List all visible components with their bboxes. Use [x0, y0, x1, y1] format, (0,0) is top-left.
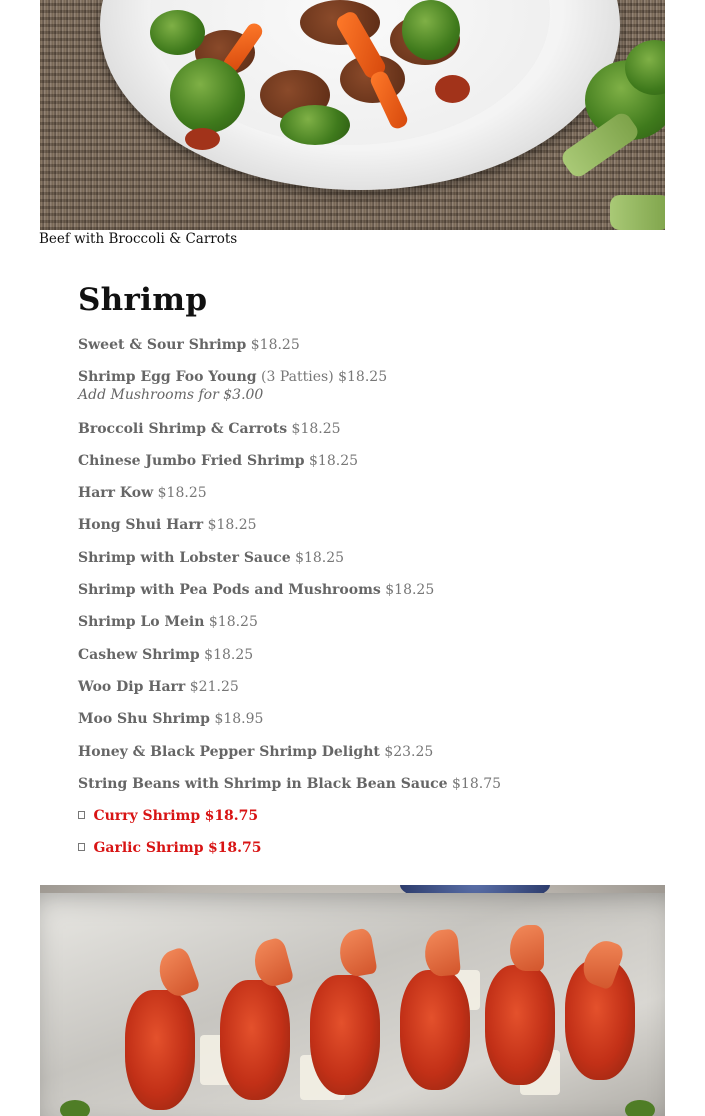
- item-name: Curry Shrimp: [93, 808, 201, 825]
- spicy-indicator-icon: [78, 811, 85, 819]
- item-name: Chinese Jumbo Fried Shrimp: [78, 452, 305, 469]
- menu-item: [78, 613, 638, 645]
- item-name: Shrimp Lo Mein: [78, 614, 205, 631]
- menu-item-spicy: [78, 807, 638, 839]
- item-note: Add Mushrooms for $3.00: [78, 387, 264, 404]
- item-price: $18.25: [204, 646, 254, 663]
- item-name: Moo Shu Shrimp: [78, 711, 210, 728]
- item-name: String Beans with Shrimp in Black Bean Sauce: [78, 775, 448, 792]
- item-name: Cashew Shrimp: [78, 646, 200, 663]
- section-title: Shrimp: [78, 282, 208, 318]
- dish-photo-beef-broccoli: [40, 0, 665, 230]
- menu-item: [78, 452, 638, 484]
- item-price: $18.75: [204, 808, 259, 825]
- item-qualifier: (3 Patties): [261, 369, 334, 386]
- item-name: Harr Kow: [78, 485, 154, 502]
- menu-item: [78, 581, 638, 613]
- menu-item: [78, 516, 638, 548]
- menu-item: [78, 484, 638, 516]
- item-name: Garlic Shrimp: [93, 840, 204, 857]
- item-price: $23.25: [384, 743, 434, 760]
- photo-caption: Beef with Broccoli & Carrots: [39, 231, 238, 247]
- item-price: $18.75: [207, 840, 262, 857]
- item-price: $18.25: [338, 369, 388, 386]
- dish-photo-shrimp: [40, 885, 665, 1116]
- menu-item: [78, 710, 638, 742]
- item-price: $18.25: [309, 452, 359, 469]
- item-price: $18.25: [207, 517, 257, 534]
- menu-item: [78, 420, 638, 452]
- item-price: $18.25: [208, 614, 258, 631]
- item-name: Honey & Black Pepper Shrimp Delight: [78, 743, 380, 760]
- item-price: $18.25: [385, 582, 435, 599]
- menu-item-spicy: [78, 839, 638, 871]
- menu-item: [78, 743, 638, 775]
- item-price: $18.75: [452, 775, 502, 792]
- item-name: Shrimp with Lobster Sauce: [78, 549, 291, 566]
- item-name: Shrimp Egg Foo Young: [78, 369, 257, 386]
- item-name: Shrimp with Pea Pods and Mushrooms: [78, 582, 381, 599]
- spicy-indicator-icon: [78, 843, 85, 851]
- menu-item: [78, 336, 638, 368]
- menu-item: [78, 646, 638, 678]
- item-price: $21.25: [189, 678, 239, 695]
- menu-item: [78, 368, 638, 419]
- item-name: Woo Dip Harr: [78, 678, 186, 695]
- item-name: Sweet & Sour Shrimp: [78, 337, 247, 353]
- menu-list: [78, 336, 638, 872]
- item-price: $18.95: [214, 711, 264, 728]
- menu-item: [78, 678, 638, 710]
- item-price: $18.25: [291, 420, 341, 437]
- item-name: Hong Shui Harr: [78, 517, 204, 534]
- menu-item: [78, 549, 638, 581]
- menu-item: [78, 775, 638, 807]
- item-price: $18.25: [157, 485, 207, 502]
- item-price: $18.25: [250, 337, 300, 353]
- item-price: $18.25: [295, 549, 345, 566]
- item-name: Broccoli Shrimp & Carrots: [78, 420, 288, 437]
